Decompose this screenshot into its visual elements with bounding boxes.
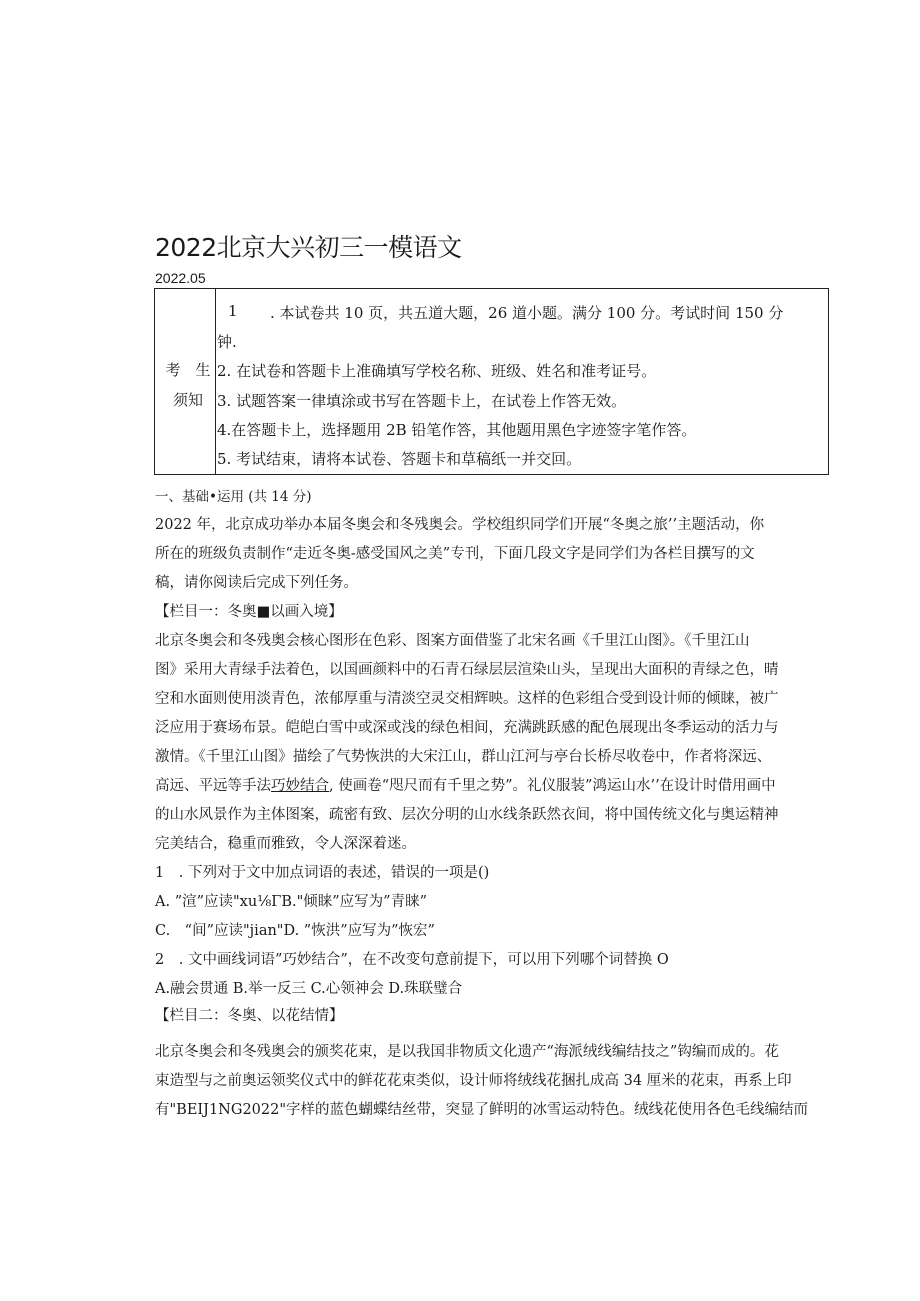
exam-date: 2022.05 bbox=[155, 270, 206, 286]
para-1-line-5: 激情。《千里江山图》描绘了气势恢洪的大宋江山，群山江河与亭台长桥尽收卷中，作者将深远、 bbox=[155, 749, 772, 765]
para-1-line-6-start: 高远、平远等手法 bbox=[155, 778, 271, 794]
question-1-options-cd: C. “间”应读"jian"D. ”恢洪”应写为”恢宏” bbox=[155, 923, 435, 939]
notice-item-1-continued: 钟. bbox=[217, 333, 237, 351]
notice-item-2: 2. 在试卷和答题卡上准确填写学校名称、班级、姓名和准考证号。 bbox=[217, 362, 657, 380]
intro-line-2: 所在的班级负责制作“走近冬奥-感受国风之美”专刊，下面几段文字是同学们为各栏目撰写的文 bbox=[155, 546, 755, 562]
question-1-stem: 1 . 下列对于文中加点词语的表述，错误的一项是() bbox=[155, 865, 490, 881]
para-2-line-1: 北京冬奥会和冬残奥会的颁奖花束，是以我国非物质文化遗产“海派绒线编结技之”钩编而成的。花 bbox=[155, 1044, 779, 1060]
question-1-options-ab: A. ”渲”应读"xu⅛ΓB."倾睐”应写为”青睐” bbox=[155, 894, 427, 910]
notice-item-1-number: 1 bbox=[228, 302, 238, 320]
underlined-phrase: 巧妙结合 bbox=[271, 778, 329, 794]
notice-item-4: 4.在答题卡上，选择题用 2B 铅笔作答，其他题用黑色字迹签字笔作答。 bbox=[217, 421, 697, 439]
para-1-line-6-end: , 使画卷“咫尺而有千里之势”。礼仪服装”鸿运山水’’在设计时借用画中 bbox=[329, 778, 776, 794]
para-2-line-2: 束造型与之前奥运领奖仪式中的鲜花花束类似，设计师将绒线花捆扎成高 34 厘米的花束，再系上印 bbox=[155, 1073, 792, 1089]
notice-label-line2: 须知 bbox=[172, 391, 203, 409]
intro-line-1: 2022 年，北京成功举办本届冬奥会和冬残奥会。学校组织同学们开展“冬奥之旅’’主题活动，你 bbox=[155, 517, 765, 533]
exam-title: 2022北京大兴初三一模语文 bbox=[155, 233, 462, 262]
question-2-options: A.融会贯通 B.举一反三 C.心领神会 D.珠联璧合 bbox=[155, 981, 463, 997]
para-1-line-2: 图》采用大青绿手法着色，以国画颜料中的石青石绿层层渲染山头，呈现出大面积的青绿之色，晴 bbox=[155, 662, 779, 678]
column-1-heading: 【栏目一：冬奥■以画入境】 bbox=[155, 604, 343, 620]
notice-item-3: 3. 试题答案一律填涂或书写在答题卡上，在试卷上作答无效。 bbox=[217, 392, 627, 410]
question-2-stem: 2 . 文中画线词语”巧妙结合”，在不改变句意前提下，可以用下列哪个词替换 O bbox=[155, 952, 669, 968]
notice-label-line1: 考 生 bbox=[165, 361, 211, 379]
para-2-line-3: 有"BEIJ1NG2022"字样的蓝色蝴蝶结丝带，突显了鲜明的冰雪运动特色。绒线花使用各色毛线编结而 bbox=[155, 1102, 809, 1118]
column-2-heading: 【栏目二：冬奥、以花结情】 bbox=[155, 1008, 344, 1024]
notice-table-divider bbox=[215, 288, 216, 475]
notice-item-1: . 本试卷共 10 页，共五道大题，26 道小题。满分 100 分。考试时间 150 分 bbox=[270, 304, 784, 322]
notice-item-5: 5. 考试结束，请将本试卷、答题卡和草稿纸一并交回。 bbox=[217, 450, 582, 468]
para-1-line-6 bbox=[155, 774, 776, 795]
para-1-line-1: 北京冬奥会和冬残奥会核心图形在色彩、图案方面借鉴了北宋名画《千里江山图》。《千里江山 bbox=[155, 633, 750, 649]
para-1-line-4: 泛应用于赛场布景。皑皑白雪中或深或浅的绿色相间，充满跳跃感的配色展现出冬季运动的活力与 bbox=[155, 720, 779, 736]
intro-line-3: 稿，请你阅读后完成下列任务。 bbox=[155, 575, 358, 591]
section-1-heading: 一、基础•运用 (共 14 分) bbox=[155, 489, 312, 505]
para-1-line-7: 的山水风景作为主体图案，疏密有致、层次分明的山水线条跃然衣间，将中国传统文化与奥运精神 bbox=[155, 807, 779, 823]
para-1-line-3: 空和水面则使用淡青色，浓郁厚重与清淡空灵交相辉映。这样的色彩组合受到设计师的倾睐，被广 bbox=[155, 691, 779, 707]
para-1-line-8: 完美结合，稳重而雅致，令人深深着迷。 bbox=[155, 836, 416, 852]
